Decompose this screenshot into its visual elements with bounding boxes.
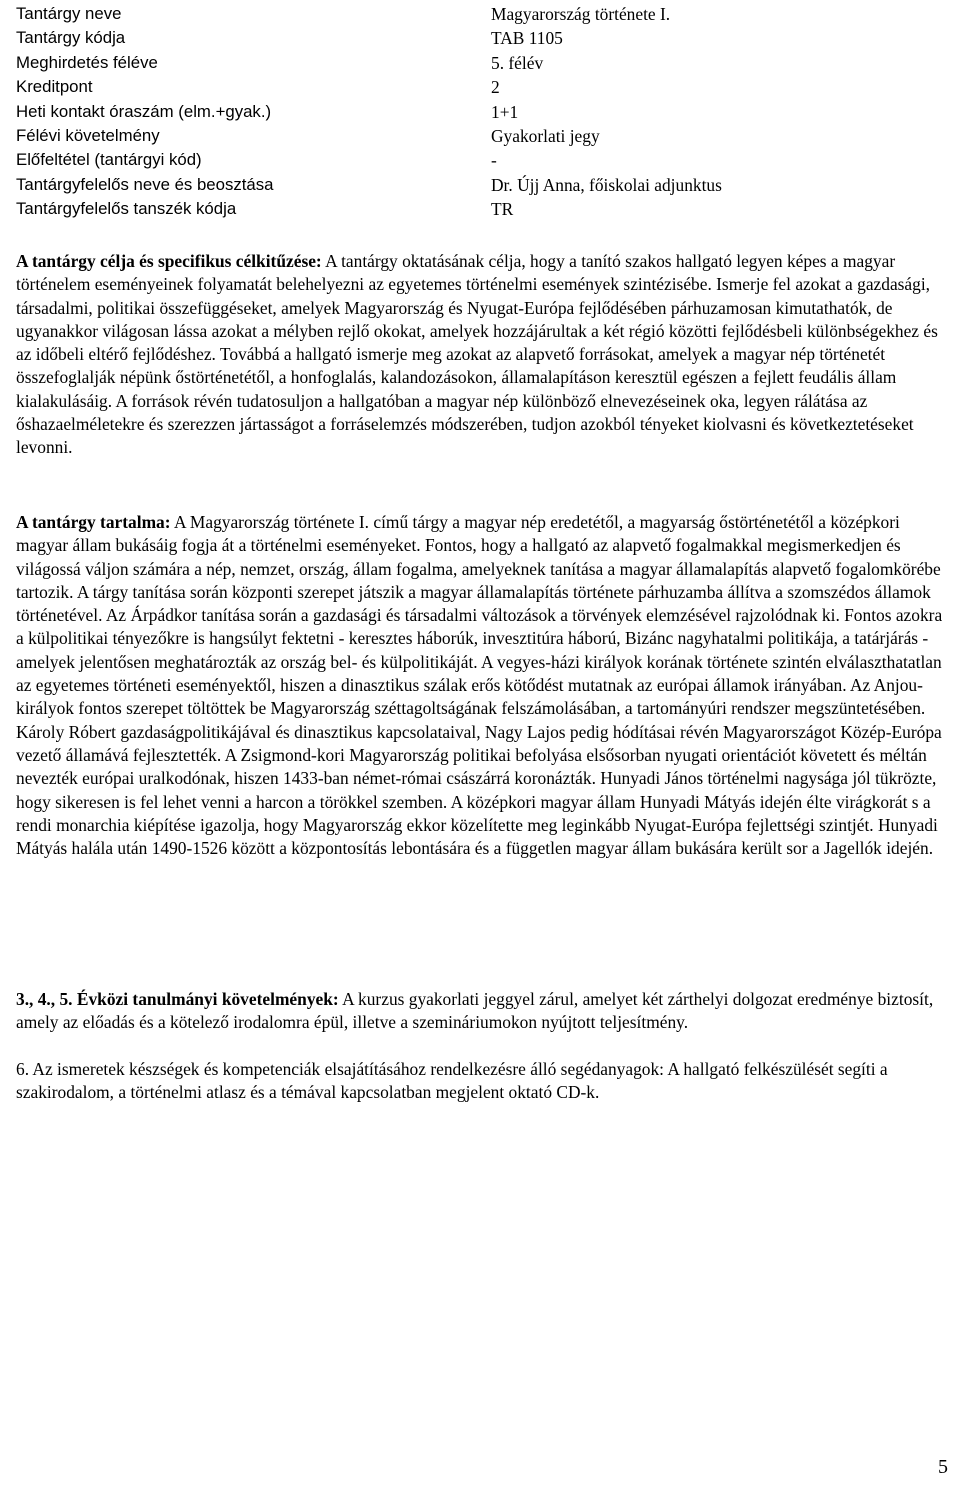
info-label: Félévi követelmény [16, 126, 160, 146]
info-row-requirement [16, 124, 946, 148]
info-label: Előfeltétel (tantárgyi kód) [16, 150, 202, 170]
info-value: TR [491, 199, 514, 220]
info-value: 1+1 [491, 101, 519, 122]
page-number: 5 [938, 1456, 948, 1478]
info-value: Dr. Újj Anna, főiskolai adjunktus [491, 174, 722, 195]
course-info-table [16, 2, 946, 222]
course-goal-heading: A tantárgy célja és specifikus célkitűzése: [16, 251, 322, 271]
requirements-section [16, 988, 946, 1035]
info-label: Tantárgyfelelős tanszék kódja [16, 199, 237, 219]
course-content-text: A Magyarország története I. című tárgy a magyar nép eredetétől, a magyarság őstörténetétől a középkori magyar állam bukásáig fogja át a történelmi eseményeket. Fontos, hogy a hallgató az alapvető fogalmakkal megismerkedjen és világossá váljon számára a nép, nemzet, ország, állam fogalma, amelyeknek tanítása a magyar államalapítás alapvető fogalomkörébe tartozik. A tárgy tanítása során központi szerepet játszik a magyar államalapítás története párhuzamba állítva a szomszédos államok történetével. Az Árpádkor tanítása során a gazdasági és társadalmi változások a törvények elemzésével rajzolódnak ki. Fontos azokra a külpolitikai tényezőkre is hangsúlyt fektetni - keresztes háborúk, invesztitúra háború, Bizánc nagyhatalmi politikája, a tatárjárás - amelyek jelentősen meghatározták az ország bel- és külpolitikáját. A vegyes-házi királyok korának története szintén elválaszthatatlan az egyetemes történeti eseményektől, hiszen a dinasztikus szálak erős kötődést mutatnak az európai államok irányában. Az Anjou-királyok fontos szerepet töltöttek be Magyarország széttagoltságának felszámolásában, a tartományúri rendszer megszüntetésében. Károly Róbert gazdaságpolitikájával és dinasztikus kapcsolataival, Nagy Lajos pedig hódításai révén Magyarországot Közép-Európa vezető államává fejlesztették. A Zsigmond-kori Magyarország politikai befolyása elsősorban nyugati orientációt követett és méltán nevezték európai uralkodónak, hiszen 1433-ban német-római császárrá koronázták. Hunyadi János történelmi nagysága jól tükrözte, hogy sikeresen is fel lehet venni a harcon a törökkel szemben. A középkori magyar állam Hunyadi Mátyás idején élte virágkorát s a rendi monarchia kiépítése igazolja, hogy Magyarország ekkor közelítette meg leginkább Nyugat-Európa fejlettségi szintjét. Hunyadi Mátyás halála után 1490-1526 között a központosítás lebontására és a független magyar állam bukására került sor a Jagellók idején. [16, 512, 943, 859]
info-value: - [491, 150, 497, 171]
info-row-department [16, 197, 946, 221]
info-label: Meghirdetés féléve [16, 52, 158, 72]
learning-aids-text: 6. Az ismeretek készségek és kompetenciák elsajátításához rendelkezésre álló segédanyagok: A hallgató felkészülését segíti a szakirodalom, a történelmi atlasz és a témával kapcsolatban megjelent oktató CD-k. [16, 1059, 888, 1103]
info-row-course-code [16, 26, 946, 50]
course-goal-text: A tantárgy oktatásának célja, hogy a tanító szakos hallgató legyen képes a magyar történelem eseményeinek folyamatát belehelyezni az egyetemes történelmi események szintézisébe. Ismerje fel azokat a gazdasági, társadalmi, politikai összefüggéseket, amelyek Magyarország és Nyugat-Európa fejlődésében párhuzamosan kimutathatók, de ugyanakkor világosan lássa azokat a mélyben rejlő okokat, amelyek hozzájárultak a két régió közötti fejlődésbeli különbségekhez és az időbeli eltérő fejlődéshez. Továbbá a hallgató ismerje meg azokat az alapvető forrásokat, amelyek a magyar nép történetét összefoglalják népünk őstörténetétől, a honfoglalás, kalandozásokon, államalapításon keresztül egészen a fejlett feudális állam kialakulásáig. A források révén tudatosuljon a hallgatóban a magyar nép különböző elnevezéseinek oka, legyen rálátása az őshazaelméletekre és szerezzen jártasságot a forráselemzés módszerében, tudjon azokból tényeket kiolvasni és következtetéseket levonni. [16, 251, 938, 458]
info-value: TAB 1105 [491, 28, 563, 49]
info-value: Magyarország története I. [491, 4, 671, 24]
info-value: 2 [491, 77, 500, 98]
info-row-responsible [16, 173, 946, 197]
info-row-credits [16, 75, 946, 99]
learning-aids-section [16, 1058, 946, 1105]
info-value: 5. félév [491, 52, 544, 73]
requirements-heading: 3., 4., 5. Évközi tanulmányi követelmények: [16, 989, 339, 1009]
info-label: Tantárgy kódja [16, 28, 126, 48]
info-label: Tantárgyfelelős neve és beosztása [16, 174, 274, 194]
info-label: Tantárgy neve [16, 4, 122, 23]
info-label: Heti kontakt óraszám (elm.+gyak.) [16, 101, 272, 121]
info-row-prerequisite [16, 148, 946, 172]
course-goal-section [16, 250, 946, 460]
info-row-course-name [16, 2, 946, 26]
course-content-heading: A tantárgy tartalma: [16, 512, 171, 532]
info-label: Kreditpont [16, 77, 93, 97]
requirements-text: A kurzus gyakorlati jeggyel zárul, amelyet két zárthelyi dolgozat eredménye biztosít, amely az előadás és a kötelező irodalomra épül, illetve a szemináriumokon nyújtott teljesítmény. [16, 989, 934, 1033]
info-value: Gyakorlati jegy [491, 126, 600, 147]
course-content-section [16, 511, 946, 860]
info-row-contact-hours [16, 100, 946, 124]
info-row-semester [16, 51, 946, 75]
